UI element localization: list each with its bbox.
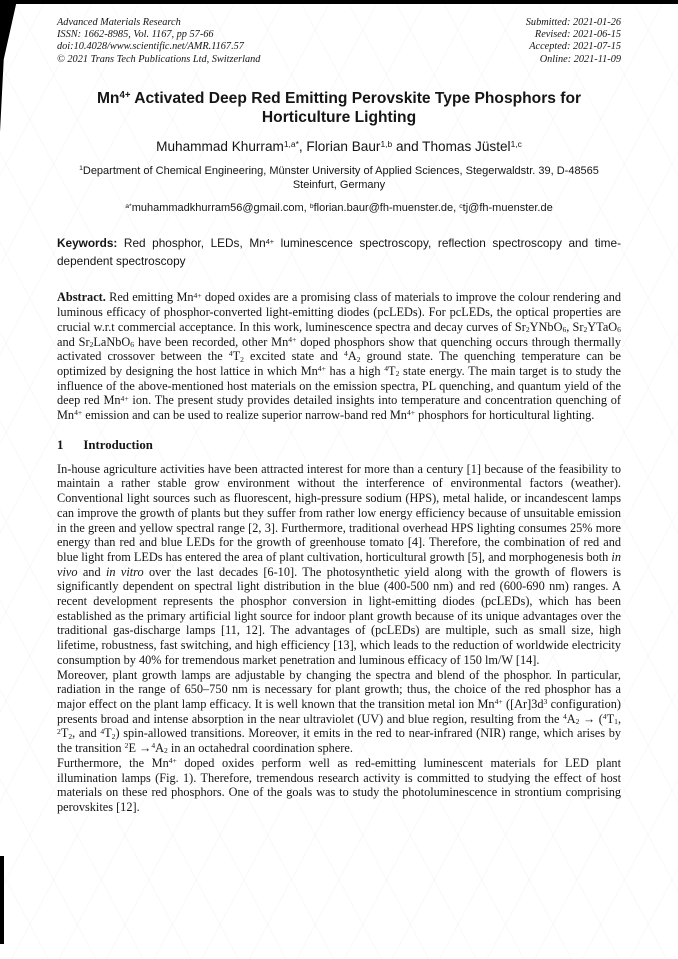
intro-paragraph-3: Furthermore, the $Mn^{4+}$ doped oxides perform well as red-emitting luminescent materials for LED plant illumination lamps (Fig. 1). Therefore, tremendous research activity is committed to studying the effect of host materials on these red phosphors. One of the goals was to study the photoluminescence in strontium comprising perovskites [12]. (57, 755, 621, 814)
journal-info (57, 17, 260, 66)
online-date: Online: 2021-11-09 (539, 53, 621, 65)
journal-doi: doi:10.4028/www.scientific.net/AMR.1167.57 (57, 41, 244, 53)
abstract-label: Abstract. (57, 290, 106, 305)
journal-header (57, 17, 621, 66)
affiliation: $^1$Department of Chemical Engineering, Münster University of Applied Sciences, Stegerwaldstr. 39, D-48565 Steinfurt, Germany (79, 164, 599, 191)
paper-title: $Mn^{4+}$ Activated Deep Red Emitting Perovskite Type Phosphors for Horticulture Lighting (96, 89, 582, 127)
authors-line: Muhammad Khurram$^{1,a*}$, Florian Baur$^{1,b}$ and Thomas Jüstel$^{1,c}$ (156, 138, 522, 154)
scan-edge-left-bottom (0, 856, 4, 944)
section-heading-introduction (57, 438, 621, 453)
abstract-text: Red emitting $Mn^{4+}$ doped oxides are a promising class of materials to improve the colour rendering and luminous efficacy of phosphor-converted light-emitting diodes (pcLEDs). For pcLEDs, the optical properties are crucial w.r.t commercial acceptance. In this work, luminescence spectra and decay curves of $Sr_2YNbO_6$, $Sr_2YTaO_6$ and $Sr_2LaNbO_6$ have been recorded, other $Mn^{4+}$ doped phosphors show that quenching occurs through thermally activated crossover between the $^4T_2$ excited state and $^4A_2$ ground state. The quenching temperature can be optimized by designing the host lattice in which $Mn^{4+}$ has a high $^4T_2$ state energy. The main target is to study the influence of the above-mentioned host materials on the emission spectra, PL quenching, and quantum yield of the deep red $Mn^{4+}$ ion. The present study provides detailed insights into temperature and concentration quenching of $Mn^{4+}$ emission and can be used to realize superior narrow-band red $Mn^{4+}$ phosphors for horticultural lighting. (57, 290, 622, 423)
keywords-text: Red phosphor, LEDs, $Mn^{4+}$ luminescence spectroscopy, reflection spectroscopy and time-dependent spectroscopy (57, 236, 621, 268)
keywords-label: Keywords: (57, 236, 118, 251)
abstract-paragraph (57, 290, 621, 422)
journal-name: Advanced Materials Research (57, 17, 181, 28)
section-title: Introduction (83, 437, 153, 452)
journal-copyright: © 2021 Trans Tech Publications Ltd, Switzerland (57, 53, 261, 65)
intro-paragraph-2: Moreover, plant growth lamps are adjustable by changing the spectra and blend of the phosphor. In particular, radiation in the range of 650–750 nm is necessary for plant growth; thus, the choice of the red phosphor has a major effect on the plant lamp efficacy. It is well known that the transition metal ion $Mn^{4+}$ ($[Ar]3d^3$ configuration) presents broad and intense absorption in the near ultraviolet (UV) and blue region, resulting from the $^4A_2 \to (^4T_1$, $^2T_2$, and $^4T_2$) spin-allowed transitions. Moreover, it emits in the red to near-infrared (NIR) range, which arises by the transition $^2E \to^4A_2$ in an octahedral coordination sphere. (57, 667, 622, 756)
journal-issn-volume: ISSN: 1662-8985, Vol. 1167, pp 57-66 (57, 29, 214, 41)
keywords-paragraph (57, 235, 621, 270)
submission-dates (526, 17, 621, 66)
revised-date: Revised: 2021-06-15 (534, 29, 621, 41)
submitted-date: Submitted: 2021-01-26 (525, 17, 621, 28)
accepted-date: Accepted: 2021-07-15 (529, 41, 621, 53)
intro-paragraph-1: In-house agriculture activities have been attracted interest for more than a century [1] because of the feasibility to maintain a rather stable grow environment without the interference of environmental factors (weather). Conventional light sources such as fluorescent, high-pressure sodium (HPS), metal halide, or incandescent lamps can improve the growth of plants but they suffer from rather low energy efficiency because of unsuitable emission in the green and yellow spectral range [2, 3]. Furthermore, traditional overhead HPS lighting consumes 25% more energy than red and blue LEDs for the growth of greenhouse tomato [4]. Therefore, the combination of red and blue light from LEDs has entered the area of plant cultivation, horticultural growth [5], and morphogenesis both in vivo and in vitro over the last decades [6-10]. The photosynthetic yield along with the growth of flowers is significantly dependent on spectral light distribution in the blue (400-500 nm) and red (600-690 nm) ranges. A recent development represents the phosphor conversion in light-emitting diodes (pcLEDs), which has been established as the primary artificial light source for indoor plant growth because of its unique advantages over the traditional gas-discharge lamps [11, 12]. The advantages of (pcLEDs) are multiple, such as small size, high lifetime, robustness, fast switching, and high efficiency [13], which leads to the reduction of worldwide electricity consumption by 40% for tremendous market penetration and luminous efficacy of 150 lm/W [14]. (57, 461, 621, 667)
section-number: 1 (57, 437, 64, 452)
author-emails: $^{a*}$muhammadkhurram56@gmail.com, $^b$florian.baur@fh-muenster.de, $^c$tj@fh-muenster.de (125, 202, 553, 215)
